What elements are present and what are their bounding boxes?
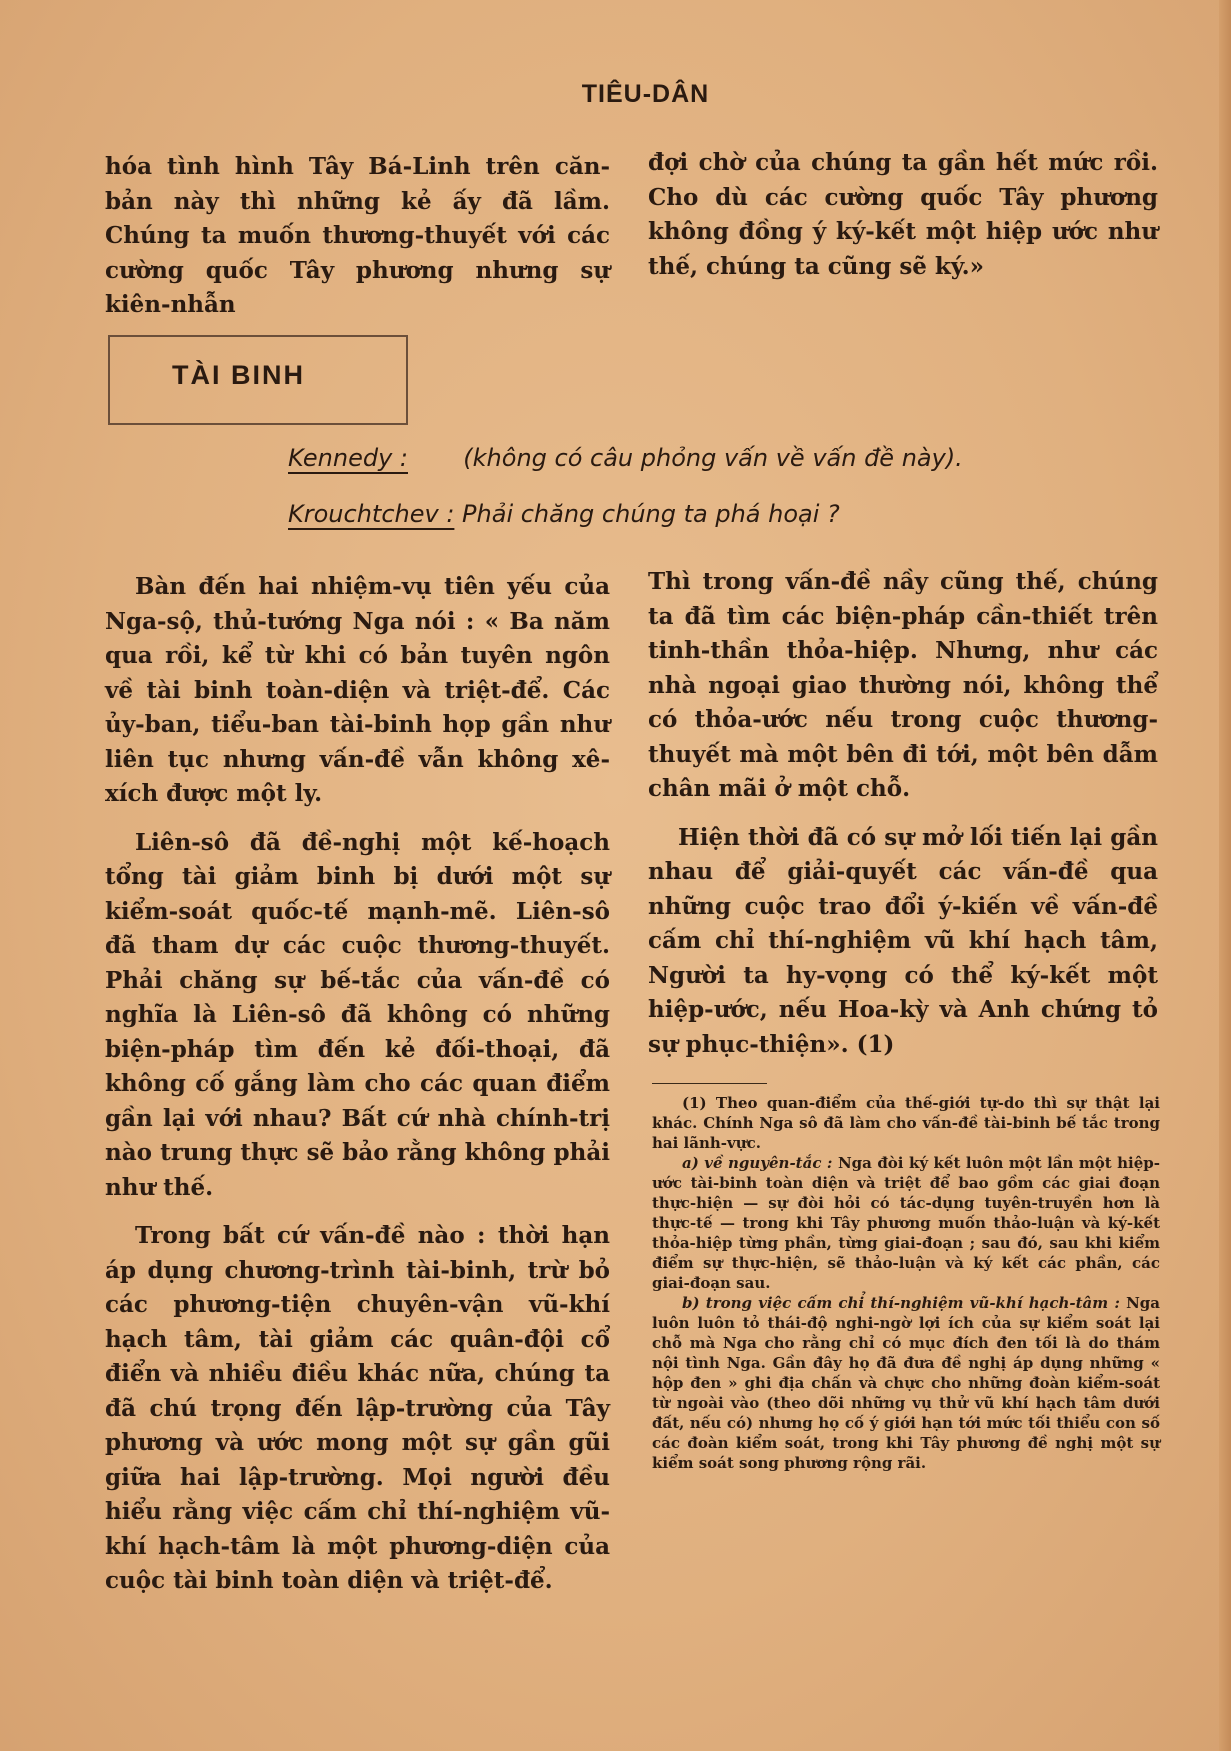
running-header: TIÊU-DÂN [581, 80, 710, 108]
top-column-right [648, 146, 1158, 298]
footnote [652, 1093, 1160, 1473]
footnote-label: b) trong việc cấm chỉ thí-nghiệm vũ-khí hạch-tâm : [682, 1294, 1120, 1312]
footnote-intro: (1) Theo quan-điểm của thế-giới tự-do thì sự thật lại khác. Chính Nga sô đã làm cho vấn-đề tài-binh bế tắc trong hai lãnh-vực. [652, 1094, 1160, 1152]
paragraph: Trong bất cứ vấn-đề nào : thời hạn áp dụng chương-trình tài-binh, trừ bỏ các phương-tiện chuyên-vận vũ-khí hạch tâm, tài giảm các quân-đội cổ điển và nhiều điều khác nữa, chúng ta đã chú trọng đến lập-trường của Tây phương và ước mong một sự gần gũi giữa hai lập-trường. Mọi người đều hiểu rằng việc cấm chỉ thí-nghiệm vũ-khí hạch-tâm là một phương-diện của cuộc tài binh toàn diện và triệt-để. [105, 1222, 610, 1594]
interview-line-kennedy [288, 444, 963, 472]
paragraph: Hiện thời đã có sự mở lối tiến lại gần nhau để giải-quyết các vấn-đề qua những cuộc trao đổi ý-kiến về vấn-đề cấm chỉ thí-nghiệm vũ khí hạch tâm, Người ta hy-vọng có thể ký-kết một hiệp-ước, nếu Hoa-kỳ và Anh chứng tỏ sự phục-thiện». (1) [648, 823, 1158, 1058]
interview-line-krouchtchev [288, 500, 840, 528]
footnote-label: a) về nguyên-tắc : [682, 1154, 833, 1172]
speaker-krouchtchev: Krouchtchev : [288, 500, 455, 528]
footnote-text: Nga luôn luôn tỏ thái-độ nghi-ngờ lợi ích của sự kiểm soát lại chỗ mà Nga cho rằng chỉ có mục đích đen tối là do thám nội tình Nga. Gần đây họ đã đưa đề nghị áp dụng những « hộp đen » ghi địa chấn và chực cho những đoàn kiểm-soát từ ngoài vào (theo dõi những vụ thử vũ khí hạch tâm dưới đất, nếu có) nhưng họ cố ý giới hạn tới mức tối thiểu con số các đoàn kiểm soát, trong khi Tây phương đề nghị một sự kiểm soát song phương rộng rãi. [652, 1294, 1160, 1472]
footnote-item-a [652, 1153, 1160, 1293]
paragraph: Bàn đến hai nhiệm-vụ tiên yếu của Nga-sộ, thủ-tướng Nga nói : « Ba năm qua rồi, kể từ khi có bản tuyên ngôn về tài binh toàn-diện và triệt-để. Các ủy-ban, tiểu-ban tài-binh họp gần như liên tục nhưng vấn-đề vẫn không xê-xích được một ly. [105, 573, 610, 807]
top-column-left [105, 150, 610, 337]
paragraph: Thì trong vấn-đề nầy cũng thế, chúng ta đã tìm các biện-pháp cần-thiết trên tinh-thần thỏa-hiệp. Nhưng, như các nhà ngoại giao thường nói, không thể có thỏa-ước nếu trong cuộc thương-thuyết mà một bên đi tới, một bên dẫm chân mãi ở một chỗ. [648, 568, 1158, 802]
footnote-rule [652, 1083, 767, 1084]
interview-answer: (không có câu phỏng vấn về vấn đề này). [463, 444, 963, 472]
paragraph: Liên-sô đã đề-nghị một kế-hoạch tổng tài giảm binh bị dưới một sự kiểm-soát quốc-tế mạnh-mẽ. Liên-sô đã tham dự các cuộc thương-thuyết. Phải chăng sự bế-tắc của vấn-đề có nghĩa là Liên-sô đã không có những biện-pháp tìm đến kẻ đối-thoại, đã không cố gắng làm cho các quan điểm gần lại với nhau? Bất cứ nhà chính-trị nào trung thực sẽ bảo rằng không phải như thế. [105, 828, 610, 1201]
footnote-text: Nga đòi ký kết luôn một lần một hiệp-ước tài-binh toàn diện và triệt để bao gồm các giai đoạn thực-hiện — sự đòi hỏi có tác-dụng tuyên-truyền hơn là thực-tế — trong khi Tây phương muốn thảo-luận và ký-kết thỏa-hiệp từng phần, từng giai-đoạn ; sau đó, sau khi kiểm điểm sự thực-hiện, sẽ thảo-luận và ký kết các phần, các giai-đoạn sau. [652, 1154, 1160, 1292]
footnote-item-b [652, 1293, 1160, 1473]
body-column-right [648, 565, 1158, 1076]
interview-answer: Phải chăng chúng ta phá hoại ? [462, 500, 840, 528]
page-edge [1219, 0, 1231, 1751]
paragraph: hóa tình hình Tây Bá-Linh trên căn-bản này thì những kẻ ấy đã lầm. Chúng ta muốn thương-thuyết với các cường quốc Tây phương nhưng sự kiên-nhẫn [105, 153, 610, 318]
paragraph: đợi chờ của chúng ta gần hết mức rồi. Cho dù các cường quốc Tây phương không đồng ý ký-kết một hiệp ước như thế, chúng ta cũng sẽ ký.» [648, 149, 1158, 280]
section-title: TÀI BINH [172, 360, 305, 390]
body-column-left [105, 570, 610, 1613]
speaker-kennedy: Kennedy : [288, 444, 408, 472]
